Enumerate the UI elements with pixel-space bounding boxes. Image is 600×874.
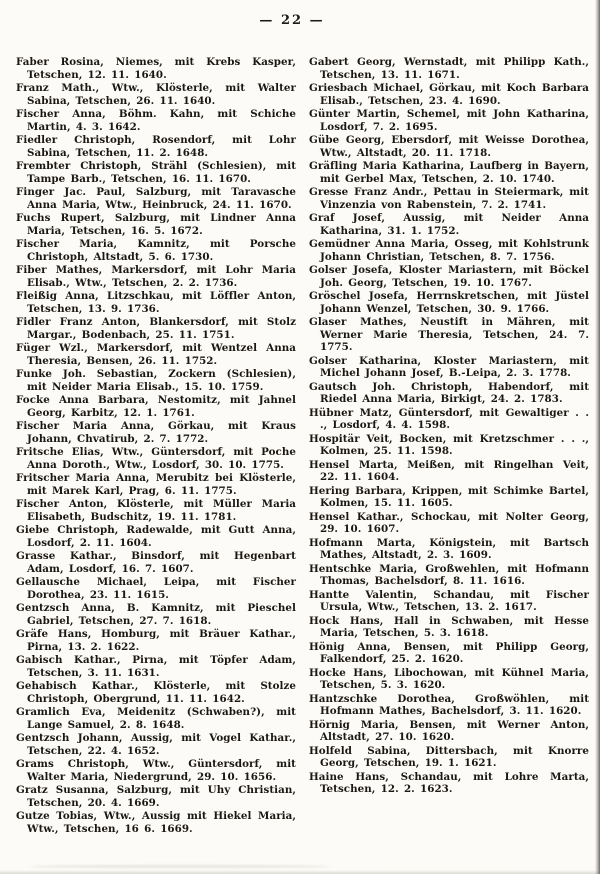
register-entry: Fidler Franz Anton, Blankersdorf, mit Stolz Margar., Bodenbach, 25. 11. 1751. [16,316,296,341]
register-entry: Gutze Tobias, Wtw., Aussig mit Hiekel Maria, Wtw., Tetschen, 16 6. 1669. [16,810,296,835]
register-entry: Hofmann Marta, Königstein, mit Bartsch Mathes, Altstadt, 2. 3. 1609. [309,536,589,561]
right-column [309,56,589,835]
register-entry: Gemüdner Anna Maria, Osseg, mit Kohlstrunk Johann Christian, Tetschen, 8. 7. 1756. [309,238,589,263]
scan-edge-shadow-right [595,0,600,874]
register-entry: Hensel Kathar., Schockau, mit Nolter Georg, 29. 10. 1607. [309,510,589,535]
register-entry: Gautsch Joh. Christoph, Habendorf, mit Riedel Anna Maria, Birkigt, 24. 2. 1783. [309,380,589,405]
register-entry: Gabisch Kathar., Pirna, mit Töpfer Adam, Tetschen, 3. 11. 1631. [16,654,296,679]
register-entry: Hocke Hans, Libochowan, mit Kühnel Maria, Tetschen, 5. 3. 1620. [309,666,589,691]
register-entry: Fleißig Anna, Litzschkau, mit Löffler Anton, Tetschen, 13. 9. 1736. [16,290,296,315]
register-entry: Hantte Valentin, Schandau, mit Fischer Ursula, Wtw., Tetschen, 13. 2. 1617. [309,588,589,613]
register-entry: Fischer Anton, Klösterle, mit Müller Maria Elisabeth, Budschitz, 19. 11. 1781. [16,498,296,523]
register-entry: Fiber Mathes, Markersdorf, mit Lohr Maria Elisab., Wtw., Tetschen, 2. 2. 1736. [16,264,296,289]
register-entry: Fischer Maria, Kamnitz, mit Porsche Christoph, Altstadt, 5. 6. 1730. [16,238,296,263]
register-entry: Focke Anna Barbara, Nestomitz, mit Jahnel Georg, Karbitz, 12. 1. 1761. [16,394,296,419]
register-entry: Golser Katharina, Kloster Mariastern, mit Michel Johann Josef, B.-Leipa, 2. 3. 1778. [309,354,589,379]
left-column [16,56,296,835]
register-entry: Fuchs Rupert, Salzburg, mit Lindner Anna Maria, Tetschen, 16. 5. 1672. [16,212,296,237]
register-entry: Fiedler Christoph, Rosendorf, mit Lohr Sabina, Tetschen, 11. 2. 1648. [16,134,296,159]
register-entry: Hering Barbara, Krippen, mit Schimke Bartel, Kolmen, 15. 11. 1605. [309,484,589,509]
register-entry: Hantzschke Dorothea, Großwöhlen, mit Hofmann Mathes, Bachelsdorf, 3. 11. 1620. [309,692,589,717]
register-entry: Franz Math., Wtw., Klösterle, mit Walter Sabina, Tetschen, 26. 11. 1640. [16,82,296,107]
register-entry: Griesbach Michael, Görkau, mit Koch Barbara Elisab., Tetschen, 23. 4. 1690. [309,82,589,107]
register-entry: Gresse Franz Andr., Pettau in Steiermark, mit Vinzenzia von Rabenstein, 7. 2. 1741. [309,186,589,211]
register-entry: Gräfling Maria Katharina, Laufberg in Bayern, mit Gerbel Max, Tetschen, 2. 10. 1740. [309,160,589,185]
register-entry: Gratz Susanna, Salzburg, mit Uhy Christian, Tetschen, 20. 4. 1669. [16,784,296,809]
register-entry: Gehabisch Kathar., Klösterle, mit Stolze Christoph, Obergrund, 11. 11. 1642. [16,680,296,705]
register-entry: Gentzsch Anna, B. Kamnitz, mit Pieschel Gabriel, Tetschen, 27. 7. 1618. [16,602,296,627]
register-entry: Hübner Matz, Güntersdorf, mit Gewaltiger . . ., Losdorf, 4. 4. 1598. [309,406,589,431]
register-entry: Fischer Maria Anna, Görkau, mit Kraus Johann, Chvatirub, 2. 7. 1772. [16,420,296,445]
page-number: — 22 — [259,13,325,28]
register-entry: Finger Jac. Paul, Salzburg, mit Taravasche Anna Maria, Wtw., Heinbruck, 24. 11. 1670. [16,186,296,211]
register-entry: Grasse Kathar., Binsdorf, mit Hegenbart Adam, Losdorf, 16. 7. 1607. [16,550,296,575]
register-entry: Fritsche Elias, Wtw., Güntersdorf, mit Poche Anna Doroth., Wtw., Losdorf, 30. 10. 1775. [16,446,296,471]
register-entry: Gentzsch Johann, Aussig, mit Vogel Kathar., Tetschen, 22. 4. 1652. [16,732,296,757]
register-entry: Giebe Christoph, Radewalde, mit Gutt Anna, Losdorf, 2. 11. 1604. [16,524,296,549]
register-entry: Gübe Georg, Ebersdorf, mit Weisse Dorothea, Wtw., Altstadt, 20. 11. 1718. [309,134,589,159]
register-entry: Füger Wzl., Markersdorf, mit Wentzel Anna Theresia, Bensen, 26. 11. 1752. [16,342,296,367]
register-entry: Gröschel Josefa, Herrnskretschen, mit Jüstel Johann Wenzel, Tetschen, 30. 9. 1766. [309,290,589,315]
register-columns [16,56,590,835]
register-entry: Gellausche Michael, Leipa, mit Fischer Dorothea, 23. 11. 1615. [16,576,296,601]
register-entry: Hentschke Maria, Großwehlen, mit Hofmann Thomas, Bachelsdorf, 8. 11. 1616. [309,562,589,587]
scan-smudge [30,865,330,868]
register-entry: Hospitär Veit, Bocken, mit Kretzschmer . . ., Kolmen, 25. 11. 1598. [309,432,589,457]
scan-edge-shadow-bottom [0,870,600,874]
register-entry: Grams Christoph, Wtw., Güntersdorf, mit Walter Maria, Niedergrund, 29. 10. 1656. [16,758,296,783]
register-entry: Faber Rosina, Niemes, mit Krebs Kasper, Tetschen, 12. 11. 1640. [16,56,296,81]
register-entry: Gräfe Hans, Homburg, mit Bräuer Kathar., Pirna, 13. 2. 1622. [16,628,296,653]
register-entry: Gramlich Eva, Meidenitz (Schwaben?), mit Lange Samuel, 2. 8. 1648. [16,706,296,731]
register-entry: Hock Hans, Hall in Schwaben, mit Hesse Maria, Tetschen, 5. 3. 1618. [309,614,589,639]
register-entry: Günter Martin, Schemel, mit John Katharina, Losdorf, 7. 2. 1695. [309,108,589,133]
register-entry: Hensel Marta, Meißen, mit Ringelhan Veit, 22. 11. 1604. [309,458,589,483]
register-entry: Holfeld Sabina, Dittersbach, mit Knorre Georg, Tetschen, 19. 1. 1621. [309,744,589,769]
register-entry: Fritscher Maria Anna, Merubitz bei Klösterle, mit Marek Karl, Prag, 6. 11. 1775. [16,472,296,497]
register-entry: Hönig Anna, Bensen, mit Philipp Georg, Falkendorf, 25. 2. 1620. [309,640,589,665]
register-entry: Funke Joh. Sebastian, Zockern (Schlesien), mit Neider Maria Elisab., 15. 10. 1759. [16,368,296,393]
register-entry: Frembter Christoph, Strähl (Schlesien), mit Tampe Barb., Tetschen, 16. 11. 1670. [16,160,296,185]
register-entry: Fischer Anna, Böhm. Kahn, mit Schiche Martin, 4. 3. 1642. [16,108,296,133]
register-entry: Gabert Georg, Wernstadt, mit Philipp Kath., Tetschen, 13. 11. 1671. [309,56,589,81]
register-entry: Haine Hans, Schandau, mit Lohre Marta, Tetschen, 12. 2. 1623. [309,770,589,795]
register-entry: Golser Josefa, Kloster Mariastern, mit Böckel Joh. Georg, Tetschen, 19. 10. 1767. [309,264,589,289]
register-entry: Graf Josef, Aussig, mit Neider Anna Katharina, 31. 1. 1752. [309,212,589,237]
register-entry: Glaser Mathes, Neustift in Mähren, mit Werner Marie Theresia, Tetschen, 24. 7. 1775. [309,316,589,353]
register-entry: Hörnig Maria, Bensen, mit Werner Anton, Altstadt, 27. 10. 1620. [309,718,589,743]
